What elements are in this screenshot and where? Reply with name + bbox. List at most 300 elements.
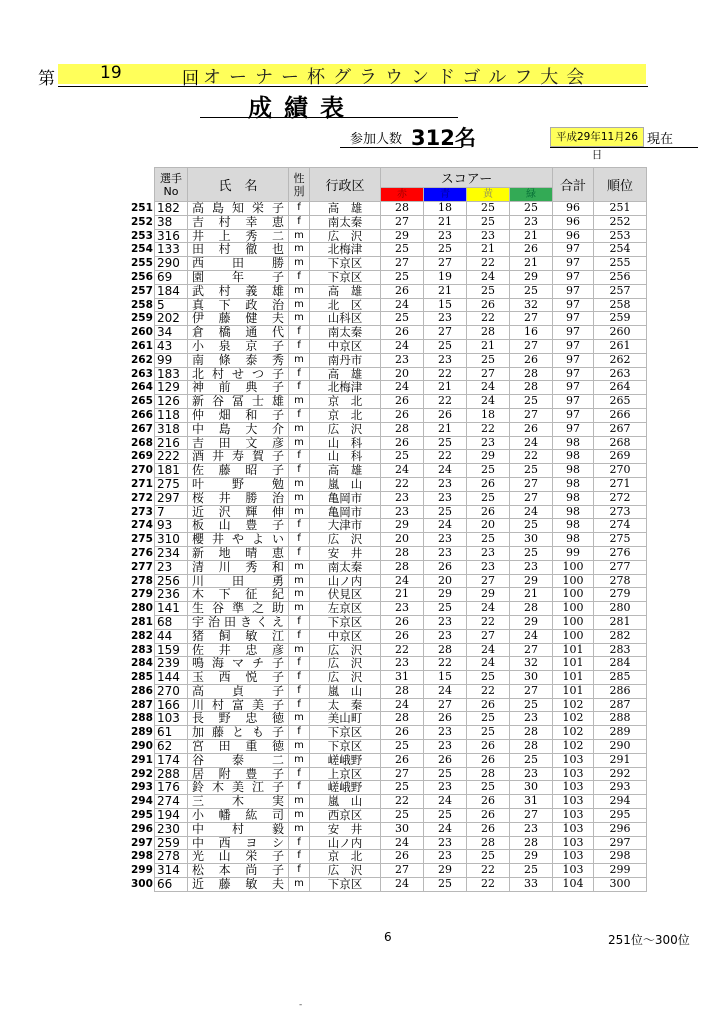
- player-sex: m: [289, 395, 310, 409]
- player-sex: f: [289, 270, 310, 284]
- score-total: 97: [553, 353, 594, 367]
- player-district: 広 沢: [310, 671, 381, 685]
- score-total: 100: [553, 615, 594, 629]
- player-district: 太 秦: [310, 698, 381, 712]
- player-name: 佐藤昭子: [188, 464, 289, 478]
- score-green: 23: [510, 215, 553, 229]
- row-index: 280: [131, 602, 153, 615]
- player-no: 184: [155, 284, 188, 298]
- player-rank: 298: [594, 850, 647, 864]
- table-row: [131, 657, 647, 671]
- score-green: 28: [510, 836, 553, 850]
- score-green: 25: [510, 546, 553, 560]
- player-rank: 254: [594, 243, 647, 257]
- player-rank: 255: [594, 257, 647, 271]
- player-no: 141: [155, 602, 188, 616]
- row-index: 254: [131, 243, 153, 256]
- score-red: 22: [381, 643, 424, 657]
- score-blue: 15: [424, 298, 467, 312]
- player-rank: 281: [594, 615, 647, 629]
- player-sex: f: [289, 864, 310, 878]
- score-blue: 23: [424, 740, 467, 754]
- player-sex: f: [289, 850, 310, 864]
- player-rank: 289: [594, 726, 647, 740]
- table-row: [131, 878, 647, 892]
- player-rank: 260: [594, 326, 647, 340]
- score-green: 27: [510, 339, 553, 353]
- player-rank: 268: [594, 436, 647, 450]
- score-blue: 23: [424, 546, 467, 560]
- row-index: 293: [131, 781, 153, 794]
- score-green: 25: [510, 864, 553, 878]
- player-district: 北梅津: [310, 381, 381, 395]
- table-row: [131, 588, 647, 602]
- player-rank: 271: [594, 477, 647, 491]
- player-district: 高 雄: [310, 202, 381, 216]
- player-no: 44: [155, 629, 188, 643]
- score-yellow: 25: [467, 353, 510, 367]
- player-rank: 282: [594, 629, 647, 643]
- col-blue: 青: [424, 188, 467, 202]
- score-red: 25: [381, 740, 424, 754]
- player-no: 93: [155, 519, 188, 533]
- player-sex: m: [289, 878, 310, 892]
- col-red: 赤: [381, 188, 424, 202]
- player-sex: m: [289, 712, 310, 726]
- row-index: 296: [131, 822, 153, 835]
- row-index: 286: [131, 684, 153, 697]
- player-rank: 277: [594, 560, 647, 574]
- score-yellow: 25: [467, 215, 510, 229]
- table-row: [131, 629, 647, 643]
- row-index: 267: [131, 422, 153, 435]
- player-rank: 291: [594, 753, 647, 767]
- score-red: 26: [381, 850, 424, 864]
- score-blue: 25: [424, 878, 467, 892]
- score-red: 25: [381, 312, 424, 326]
- player-sex: f: [289, 519, 310, 533]
- row-index: 292: [131, 767, 153, 780]
- score-blue: 25: [424, 767, 467, 781]
- player-district: 嵐 山: [310, 477, 381, 491]
- event-title-row: [38, 62, 648, 89]
- player-rank: 257: [594, 284, 647, 298]
- player-sex: m: [289, 740, 310, 754]
- score-yellow: 26: [467, 477, 510, 491]
- table-row: [131, 836, 647, 850]
- row-index: 299: [131, 864, 153, 877]
- player-rank: 284: [594, 657, 647, 671]
- score-blue: 23: [424, 229, 467, 243]
- player-district: 広 沢: [310, 229, 381, 243]
- score-red: 26: [381, 615, 424, 629]
- score-yellow: 22: [467, 257, 510, 271]
- score-red: 24: [381, 698, 424, 712]
- player-no: 234: [155, 546, 188, 560]
- table-row: [131, 795, 647, 809]
- row-index: 255: [131, 257, 153, 270]
- row-index: 264: [131, 381, 153, 394]
- score-green: 27: [510, 408, 553, 422]
- score-green: 29: [510, 270, 553, 284]
- player-district: 嵯峨野: [310, 781, 381, 795]
- player-district: 南丹市: [310, 353, 381, 367]
- score-total: 100: [553, 574, 594, 588]
- player-sex: f: [289, 767, 310, 781]
- player-no: 129: [155, 381, 188, 395]
- table-row: [131, 422, 647, 436]
- score-red: 30: [381, 822, 424, 836]
- score-total: 96: [553, 202, 594, 216]
- score-green: 28: [510, 367, 553, 381]
- player-district: 北梅津: [310, 243, 381, 257]
- row-index: 288: [131, 712, 153, 725]
- title-underline: [58, 86, 648, 87]
- score-red: 24: [381, 298, 424, 312]
- player-district: 山 科: [310, 450, 381, 464]
- score-yellow: 22: [467, 422, 510, 436]
- table-row: [131, 726, 647, 740]
- score-blue: 23: [424, 836, 467, 850]
- table-row: [131, 698, 647, 712]
- table-row: [131, 395, 647, 409]
- player-no: 62: [155, 740, 188, 754]
- table-row: [131, 257, 647, 271]
- player-name: 田村徹也: [188, 243, 289, 257]
- table-row: [131, 215, 647, 229]
- score-green: 25: [510, 753, 553, 767]
- score-total: 100: [553, 560, 594, 574]
- player-name: 倉橋通代: [188, 326, 289, 340]
- score-green: 25: [510, 698, 553, 712]
- row-index: 291: [131, 753, 153, 766]
- score-total: 103: [553, 781, 594, 795]
- player-rank: 276: [594, 546, 647, 560]
- score-blue: 25: [424, 436, 467, 450]
- score-green: 24: [510, 436, 553, 450]
- score-red: 20: [381, 367, 424, 381]
- score-total: 102: [553, 726, 594, 740]
- player-sex: m: [289, 312, 310, 326]
- col-green: 緑: [510, 188, 553, 202]
- table-row: [131, 229, 647, 243]
- player-no: 176: [155, 781, 188, 795]
- player-sex: m: [289, 298, 310, 312]
- table-row: [131, 753, 647, 767]
- player-no: 318: [155, 422, 188, 436]
- score-red: 21: [381, 588, 424, 602]
- col-sex: 性別: [289, 168, 310, 202]
- player-rank: 295: [594, 809, 647, 823]
- row-index: 270: [131, 464, 153, 477]
- player-sex: f: [289, 464, 310, 478]
- score-total: 97: [553, 395, 594, 409]
- score-total: 98: [553, 477, 594, 491]
- date-box: 平成29年11月26日: [550, 127, 644, 147]
- row-index: 252: [131, 215, 153, 228]
- player-rank: 279: [594, 588, 647, 602]
- score-green: 27: [510, 809, 553, 823]
- score-total: 103: [553, 850, 594, 864]
- player-name: 新谷冨士雄: [188, 395, 289, 409]
- score-total: 103: [553, 809, 594, 823]
- player-rank: 288: [594, 712, 647, 726]
- score-blue: 23: [424, 533, 467, 547]
- score-total: 97: [553, 270, 594, 284]
- score-yellow: 25: [467, 202, 510, 216]
- player-rank: 270: [594, 464, 647, 478]
- player-district: 南太秦: [310, 326, 381, 340]
- page-title: 成績表: [248, 94, 356, 122]
- score-yellow: 26: [467, 822, 510, 836]
- score-red: 29: [381, 229, 424, 243]
- page-number: 6: [384, 930, 392, 944]
- player-rank: 280: [594, 602, 647, 616]
- player-district: 下京区: [310, 257, 381, 271]
- score-total: 98: [553, 491, 594, 505]
- player-rank: 266: [594, 408, 647, 422]
- player-name: 西 田 勝: [188, 257, 289, 271]
- row-index: 289: [131, 726, 153, 739]
- player-name: 三 木 実: [188, 795, 289, 809]
- player-name: 中 村 毅: [188, 822, 289, 836]
- row-index: 283: [131, 643, 153, 656]
- score-yellow: 24: [467, 381, 510, 395]
- player-no: 222: [155, 450, 188, 464]
- score-total: 100: [553, 602, 594, 616]
- score-red: 23: [381, 353, 424, 367]
- player-no: 290: [155, 257, 188, 271]
- score-red: 29: [381, 519, 424, 533]
- score-total: 99: [553, 546, 594, 560]
- player-sex: f: [289, 408, 310, 422]
- score-total: 103: [553, 864, 594, 878]
- score-total: 98: [553, 450, 594, 464]
- player-no: 43: [155, 339, 188, 353]
- score-yellow: 26: [467, 298, 510, 312]
- score-red: 27: [381, 864, 424, 878]
- player-district: 京 北: [310, 850, 381, 864]
- player-name: 井上秀二: [188, 229, 289, 243]
- player-rank: 293: [594, 781, 647, 795]
- score-green: 25: [510, 395, 553, 409]
- player-district: 広 沢: [310, 422, 381, 436]
- score-total: 98: [553, 505, 594, 519]
- player-name: 高 貞 子: [188, 684, 289, 698]
- player-district: 広 沢: [310, 657, 381, 671]
- player-name: 玉西悦子: [188, 671, 289, 685]
- player-no: 159: [155, 643, 188, 657]
- score-red: 26: [381, 408, 424, 422]
- score-blue: 22: [424, 657, 467, 671]
- player-sex: f: [289, 781, 310, 795]
- score-total: 102: [553, 698, 594, 712]
- player-district: 大津市: [310, 519, 381, 533]
- player-name: 近藤敏夫: [188, 878, 289, 892]
- player-district: 亀岡市: [310, 505, 381, 519]
- score-green: 23: [510, 767, 553, 781]
- player-rank: 273: [594, 505, 647, 519]
- score-blue: 26: [424, 753, 467, 767]
- table-row: [131, 615, 647, 629]
- player-no: 5: [155, 298, 188, 312]
- col-district: 行政区: [310, 168, 381, 202]
- score-yellow: 24: [467, 270, 510, 284]
- row-index: 272: [131, 491, 153, 504]
- player-district: 上京区: [310, 767, 381, 781]
- player-rank: 265: [594, 395, 647, 409]
- score-green: 22: [510, 450, 553, 464]
- score-green: 24: [510, 505, 553, 519]
- score-green: 29: [510, 574, 553, 588]
- player-no: 103: [155, 712, 188, 726]
- score-red: 24: [381, 339, 424, 353]
- score-total: 96: [553, 229, 594, 243]
- score-red: 24: [381, 574, 424, 588]
- score-total: 101: [553, 643, 594, 657]
- player-no: 256: [155, 574, 188, 588]
- row-index: 278: [131, 574, 153, 587]
- score-yellow: 24: [467, 657, 510, 671]
- score-green: 24: [510, 629, 553, 643]
- player-rank: 292: [594, 767, 647, 781]
- player-name: 光山栄子: [188, 850, 289, 864]
- score-yellow: 26: [467, 809, 510, 823]
- score-blue: 29: [424, 588, 467, 602]
- score-yellow: 28: [467, 326, 510, 340]
- score-green: 21: [510, 588, 553, 602]
- score-yellow: 25: [467, 712, 510, 726]
- player-district: 広 沢: [310, 864, 381, 878]
- date-underline: [550, 147, 698, 148]
- score-yellow: 25: [467, 671, 510, 685]
- row-index: 253: [131, 229, 153, 242]
- player-district: 下京区: [310, 726, 381, 740]
- table-row: [131, 450, 647, 464]
- player-sex: f: [289, 450, 310, 464]
- player-name: 神前典子: [188, 381, 289, 395]
- player-rank: 251: [594, 202, 647, 216]
- table-row: [131, 560, 647, 574]
- player-rank: 297: [594, 836, 647, 850]
- row-index: 271: [131, 477, 153, 490]
- table-row: [131, 202, 647, 216]
- player-name: 生谷準之助: [188, 602, 289, 616]
- player-district: 南太秦: [310, 560, 381, 574]
- player-no: 314: [155, 864, 188, 878]
- score-blue: 22: [424, 395, 467, 409]
- row-index: 297: [131, 836, 153, 849]
- player-sex: f: [289, 533, 310, 547]
- player-no: 278: [155, 850, 188, 864]
- score-red: 23: [381, 491, 424, 505]
- player-rank: 263: [594, 367, 647, 381]
- row-index: 285: [131, 671, 153, 684]
- score-total: 102: [553, 740, 594, 754]
- player-sex: f: [289, 629, 310, 643]
- player-district: 嵐 山: [310, 795, 381, 809]
- score-yellow: 21: [467, 243, 510, 257]
- row-index: 276: [131, 546, 153, 559]
- score-green: 28: [510, 602, 553, 616]
- score-total: 103: [553, 753, 594, 767]
- score-green: 25: [510, 202, 553, 216]
- table-row: [131, 574, 647, 588]
- score-blue: 23: [424, 615, 467, 629]
- score-yellow: 25: [467, 464, 510, 478]
- score-total: 100: [553, 588, 594, 602]
- score-yellow: 28: [467, 767, 510, 781]
- player-sex: f: [289, 698, 310, 712]
- player-no: 270: [155, 684, 188, 698]
- player-sex: m: [289, 284, 310, 298]
- score-blue: 25: [424, 505, 467, 519]
- player-name: 鳴海マチ子: [188, 657, 289, 671]
- table-row: [131, 243, 647, 257]
- player-rank: 259: [594, 312, 647, 326]
- player-name: 長野忠徳: [188, 712, 289, 726]
- score-blue: 26: [424, 560, 467, 574]
- row-index: 279: [131, 588, 153, 601]
- score-green: 25: [510, 284, 553, 298]
- col-name: 氏 名: [188, 168, 289, 202]
- score-green: 28: [510, 726, 553, 740]
- score-green: 21: [510, 257, 553, 271]
- score-total: 102: [553, 712, 594, 726]
- score-total: 97: [553, 298, 594, 312]
- table-row: [131, 533, 647, 547]
- row-index: 277: [131, 560, 153, 573]
- score-blue: 25: [424, 243, 467, 257]
- player-district: 山 科: [310, 436, 381, 450]
- player-name: 宮田重徳: [188, 740, 289, 754]
- player-district: 嵯峨野: [310, 753, 381, 767]
- row-index: 287: [131, 698, 153, 711]
- player-district: 北 区: [310, 298, 381, 312]
- player-no: 7: [155, 505, 188, 519]
- score-total: 98: [553, 519, 594, 533]
- player-name: 吉田文彦: [188, 436, 289, 450]
- score-red: 23: [381, 602, 424, 616]
- player-no: 316: [155, 229, 188, 243]
- score-total: 97: [553, 422, 594, 436]
- score-yellow: 29: [467, 450, 510, 464]
- player-sex: m: [289, 588, 310, 602]
- player-no: 202: [155, 312, 188, 326]
- row-index: 266: [131, 408, 153, 421]
- score-blue: 24: [424, 822, 467, 836]
- player-name: 南條泰秀: [188, 353, 289, 367]
- score-blue: 19: [424, 270, 467, 284]
- player-rank: 256: [594, 270, 647, 284]
- score-red: 25: [381, 243, 424, 257]
- score-green: 27: [510, 491, 553, 505]
- score-yellow: 22: [467, 615, 510, 629]
- score-red: 23: [381, 505, 424, 519]
- score-total: 100: [553, 629, 594, 643]
- row-index: 260: [131, 326, 153, 339]
- score-yellow: 26: [467, 698, 510, 712]
- score-yellow: 22: [467, 864, 510, 878]
- score-green: 32: [510, 657, 553, 671]
- score-blue: 24: [424, 795, 467, 809]
- player-district: 高 雄: [310, 367, 381, 381]
- score-red: 26: [381, 726, 424, 740]
- player-sex: f: [289, 657, 310, 671]
- player-name: 園 年 子: [188, 270, 289, 284]
- col-player-no: 選手No: [155, 168, 188, 202]
- score-yellow: 23: [467, 546, 510, 560]
